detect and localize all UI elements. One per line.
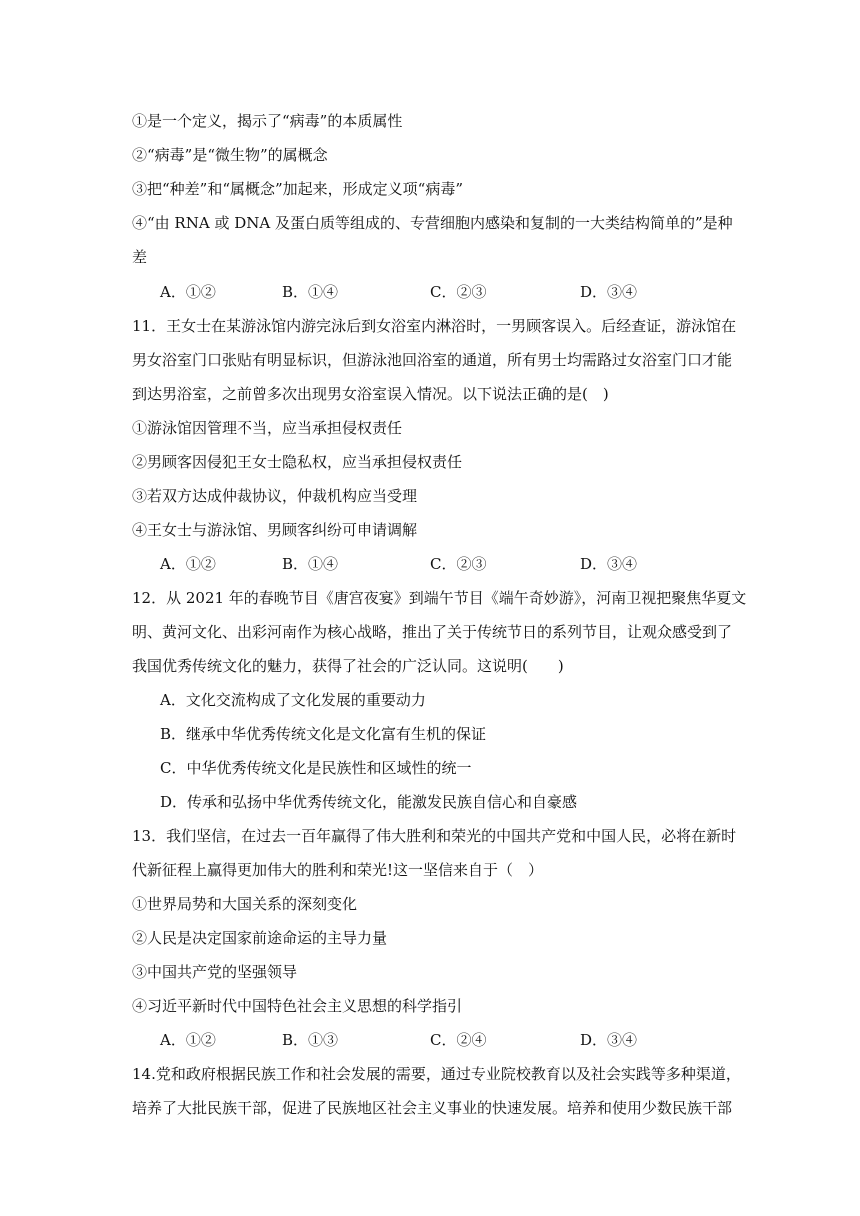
- q13-option-d[interactable]: D．③④: [580, 1031, 638, 1049]
- q14-stem-line-2: 培养了大批民族干部，促进了民族地区社会主义事业的快速发展。培养和使用少数民族干部: [132, 1099, 733, 1117]
- q12-stem-line-2: 明、黄河文化、出彩河南作为核心战略，推出了关于传统节日的系列节目，让观众感受到了: [132, 623, 733, 641]
- q10-options: [160, 282, 720, 302]
- q10-item-2: ②“病毒”是“微生物”的属概念: [132, 146, 328, 164]
- q11-options: [160, 554, 720, 574]
- q11-option-d[interactable]: D．③④: [580, 555, 638, 573]
- q10-option-a[interactable]: A．①②: [160, 283, 216, 301]
- q13-item-1: ①世界局势和大国关系的深刻变化: [132, 895, 358, 913]
- q12-choice-a[interactable]: A．文化交流构成了文化发展的重要动力: [160, 691, 426, 709]
- q13-item-4: ④习近平新时代中国特色社会主义思想的科学指引: [132, 997, 463, 1015]
- q10-option-c[interactable]: C．②③: [430, 283, 487, 301]
- q13-item-3: ③中国共产党的坚强领导: [132, 963, 298, 981]
- q10-option-d[interactable]: D．③④: [580, 283, 638, 301]
- q13-option-a[interactable]: A．①②: [160, 1031, 216, 1049]
- q11-stem-line-2: 男女浴室门口张贴有明显标识，但游泳池回浴室的通道，所有男士均需路过女浴室门口才能: [132, 351, 733, 369]
- q10-option-b[interactable]: B．①④: [282, 283, 339, 301]
- q13-stem-line-1: 13．我们坚信，在过去一百年赢得了伟大胜利和荣光的中国共产党和中国人民，必将在新时: [132, 827, 737, 845]
- q14-stem-line-1: 14.党和政府根据民族工作和社会发展的需要，通过专业院校教育以及社会实践等多种渠道，: [132, 1065, 741, 1083]
- q12-choice-d[interactable]: D．传承和弘扬中华优秀传统文化，能激发民族自信心和自豪感: [160, 793, 578, 811]
- q11-option-c[interactable]: C．②③: [430, 555, 487, 573]
- q11-item-2: ②男顾客因侵犯王女士隐私权，应当承担侵权责任: [132, 453, 463, 471]
- q12-stem-line-1: 12．从 2021 年的春晚节目《唐宫夜宴》到端午节目《端午奇妙游》，河南卫视把聚焦华夏文: [132, 589, 747, 607]
- q11-option-b[interactable]: B．①④: [282, 555, 339, 573]
- q11-item-3: ③若双方达成仲裁协议，仲裁机构应当受理: [132, 487, 418, 505]
- q13-options: [160, 1030, 720, 1050]
- q11-stem-line-3: 到达男浴室，之前曾多次出现男女浴室误入情况。以下说法正确的是( ): [132, 385, 609, 403]
- q10-item-4: ④“由 RNA 或 DNA 及蛋白质等组成的、专营细胞内感染和复制的一大类结构简单的”是种: [132, 214, 733, 232]
- q13-option-b[interactable]: B．①③: [282, 1031, 339, 1049]
- q11-stem-line-1: 11．王女士在某游泳馆内游完泳后到女浴室内淋浴时，一男顾客误入。后经查证，游泳馆在: [132, 317, 737, 335]
- q11-item-4: ④王女士与游泳馆、男顾客纠纷可申请调解: [132, 521, 418, 539]
- q10-item-1: ①是一个定义，揭示了“病毒”的本质属性: [132, 112, 403, 130]
- q12-choice-b[interactable]: B．继承中华优秀传统文化是文化富有生机的保证: [160, 725, 487, 743]
- q13-stem-line-2: 代新征程上赢得更加伟大的胜利和荣光!这一坚信来自于（ ）: [132, 861, 544, 879]
- q10-item-3: ③把“种差”和“属概念”加起来，形成定义项“病毒”: [132, 180, 464, 198]
- q12-stem-line-3: 我国优秀传统文化的魅力，获得了社会的广泛认同。这说明( ): [132, 657, 564, 675]
- q10-item-4-continued: 差: [132, 248, 148, 266]
- q11-item-1: ①游泳馆因管理不当，应当承担侵权责任: [132, 419, 403, 437]
- q12-choice-c[interactable]: C．中华优秀传统文化是民族性和区域性的统一: [160, 759, 472, 777]
- q13-option-c[interactable]: C．②④: [430, 1031, 487, 1049]
- q13-item-2: ②人民是决定国家前途命运的主导力量: [132, 929, 388, 947]
- q11-option-a[interactable]: A．①②: [160, 555, 216, 573]
